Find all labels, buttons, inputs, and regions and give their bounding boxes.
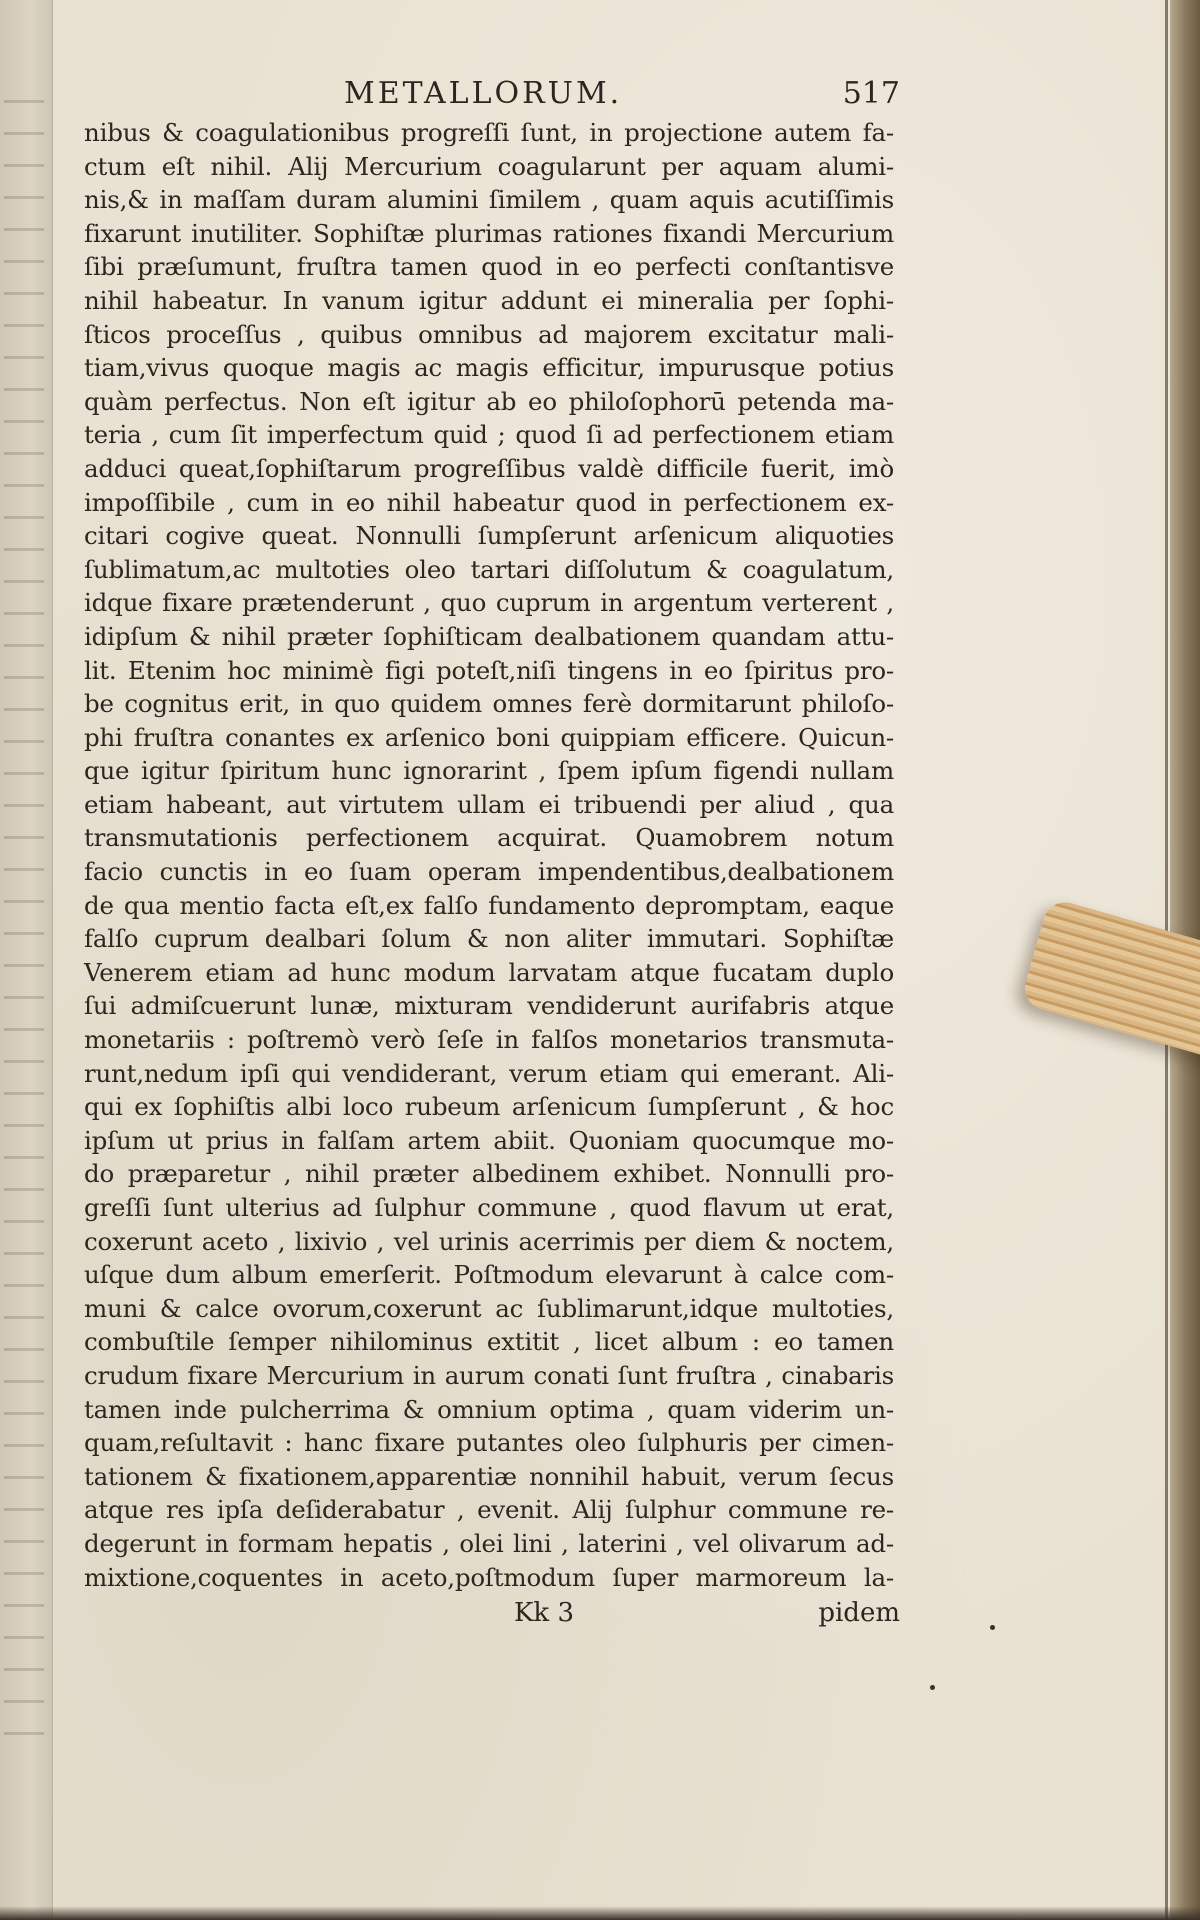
text-line: nis,& in maſſam duram alumini ſimilem , quam aquis acutiſſimis — [84, 185, 894, 215]
text-line: ſibi præſumunt, fruſtra tamen quod in eo perfecti conſtantisve — [84, 252, 894, 282]
text-line: qui ex ſophiſtis albi loco rubeum arſenicum ſumpſerunt , & hoc — [84, 1092, 894, 1122]
text-line: ipſum ut prius in falſam artem abiit. Quoniam quocumque mo- — [84, 1125, 894, 1155]
text-line: mixtione,coquentes in aceto,poſtmodum ſuper marmoreum la- — [84, 1562, 894, 1592]
text-line: monetariis : poſtremò verò ſeſe in falſos monetarios transmuta- — [84, 1025, 894, 1055]
text-line: tiam,vivus quoque magis ac magis efficitur, impurusque potius — [84, 353, 894, 383]
text-line: idipſum & nihil præter ſophiſticam dealbationem quandam attu- — [84, 621, 894, 651]
text-line: uſque dum album emerſerit. Poſtmodum elevarunt à calce com- — [84, 1260, 894, 1290]
text-line: phi fruſtra conantes ex arſenico boni quippiam efficere. Quicun- — [84, 722, 894, 752]
text-line: runt,nedum ipſi qui vendiderant, verum etiam qui emerant. Ali- — [84, 1058, 894, 1088]
text-line: atque res ipſa deſiderabatur , evenit. Alij ſulphur commune re- — [84, 1495, 894, 1525]
text-line: que igitur ſpiritum hunc ignorarint , ſpem ipſum figendi nullam — [84, 756, 894, 786]
text-line: ſui admiſcuerunt lunæ, mixturam vendiderunt aurifabris atque — [84, 991, 894, 1021]
text-line: tationem & fixationem,apparentiæ nonnihil habuit, verum ſecus — [84, 1461, 894, 1491]
body-text — [84, 116, 894, 1594]
text-line: be cognitus erit, in quo quidem omnes ferè dormitarunt philoſo- — [84, 689, 894, 719]
text-line: citari cogive queat. Nonnulli ſumpſerunt arſenicum aliquoties — [84, 521, 894, 551]
text-line: de qua mentio facta eſt,ex falſo fundamento depromptam, eaque — [84, 890, 894, 920]
text-line: degerunt in formam hepatis , olei lini , laterini , vel olivarum ad- — [84, 1528, 894, 1558]
running-head — [84, 72, 900, 116]
text-line: crudum fixare Mercurium in aurum conati ſunt fruſtra , cinabaris — [84, 1360, 894, 1390]
page-footer — [84, 1596, 900, 1640]
text-line: etiam habeant, aut virtutem ullam ei tribuendi per aliud , qua — [84, 789, 894, 819]
text-line: quam,reſultavit : hanc fixare putantes oleo ſulphuris per cimen- — [84, 1428, 894, 1458]
text-line: Venerem etiam ad hunc modum larvatam atque fucatam duplo — [84, 957, 894, 987]
text-line: fixarunt inutiliter. Sophiſtæ plurimas rationes fixandi Mercurium — [84, 218, 894, 248]
page-number: 517 — [842, 76, 900, 111]
text-line: quàm perfectus. Non eſt igitur ab eo philoſophorū petenda ma- — [84, 386, 894, 416]
text-line: do præparetur , nihil præter albedinem exhibet. Nonnulli pro- — [84, 1159, 894, 1189]
facing-page-text-fragments — [4, 100, 44, 1750]
text-line: nihil habeatur. In vanum igitur addunt ei mineralia per ſophi- — [84, 285, 894, 315]
catchword: pidem — [818, 1598, 900, 1629]
text-line: greſſi ſunt ulterius ad ſulphur commune , quod flavum ut erat, — [84, 1193, 894, 1222]
signature-mark: Kk 3 — [514, 1598, 574, 1629]
text-line: lit. Etenim hoc minimè figi poteſt,niſi tingens in eo ſpiritus pro- — [84, 655, 894, 685]
page-text-block — [84, 72, 900, 1640]
text-line: impoſſibile , cum in eo nihil habeatur quod in perfectionem ex- — [84, 487, 894, 517]
text-line: tamen inde pulcherrima & omnium optima , quam viderim un- — [84, 1394, 894, 1424]
text-line: transmutationis perfectionem acquirat. Quamobrem notum — [84, 823, 894, 853]
text-line: facio cunctis in eo ſuam operam impendentibus,dealbationem — [84, 857, 894, 887]
bottom-shadow — [0, 1906, 1200, 1920]
ink-speck — [990, 1625, 995, 1630]
running-head-title: METALLORUM. — [344, 76, 623, 111]
text-line: nibus & coagulationibus progreſſi ſunt, in projectione autem fa- — [84, 118, 894, 147]
text-line: muni & calce ovorum,coxerunt ac ſublimarunt,idque multoties, — [84, 1293, 894, 1323]
text-line: ſticos proceſſus , quibus omnibus ad majorem excitatur mali- — [84, 319, 894, 349]
text-line: falſo cuprum dealbari ſolum & non aliter immutari. Sophiſtæ — [84, 924, 894, 954]
facing-page-edge — [0, 0, 53, 1920]
text-line: ſublimatum,ac multoties oleo tartari diſſolutum & coagulatum, — [84, 554, 894, 584]
text-line: adduci queat,ſophiſtarum progreſſibus valdè difficile fuerit, imò — [84, 453, 894, 483]
text-line: ctum eſt nihil. Alij Mercurium coagularunt per aquam alumi- — [84, 151, 894, 181]
ink-speck — [930, 1685, 935, 1690]
text-line: idque fixare prætenderunt , quo cuprum in argentum verterent , — [84, 588, 894, 618]
text-line: coxerunt aceto , lixivio , vel urinis acerrimis per diem & noctem, — [84, 1226, 894, 1256]
text-line: combuſtile ſemper nihilominus extitit , licet album : eo tamen — [84, 1327, 894, 1357]
text-line: teria , cum ſit imperfectum quid ; quod ſi ad perfectionem etiam — [84, 420, 894, 450]
